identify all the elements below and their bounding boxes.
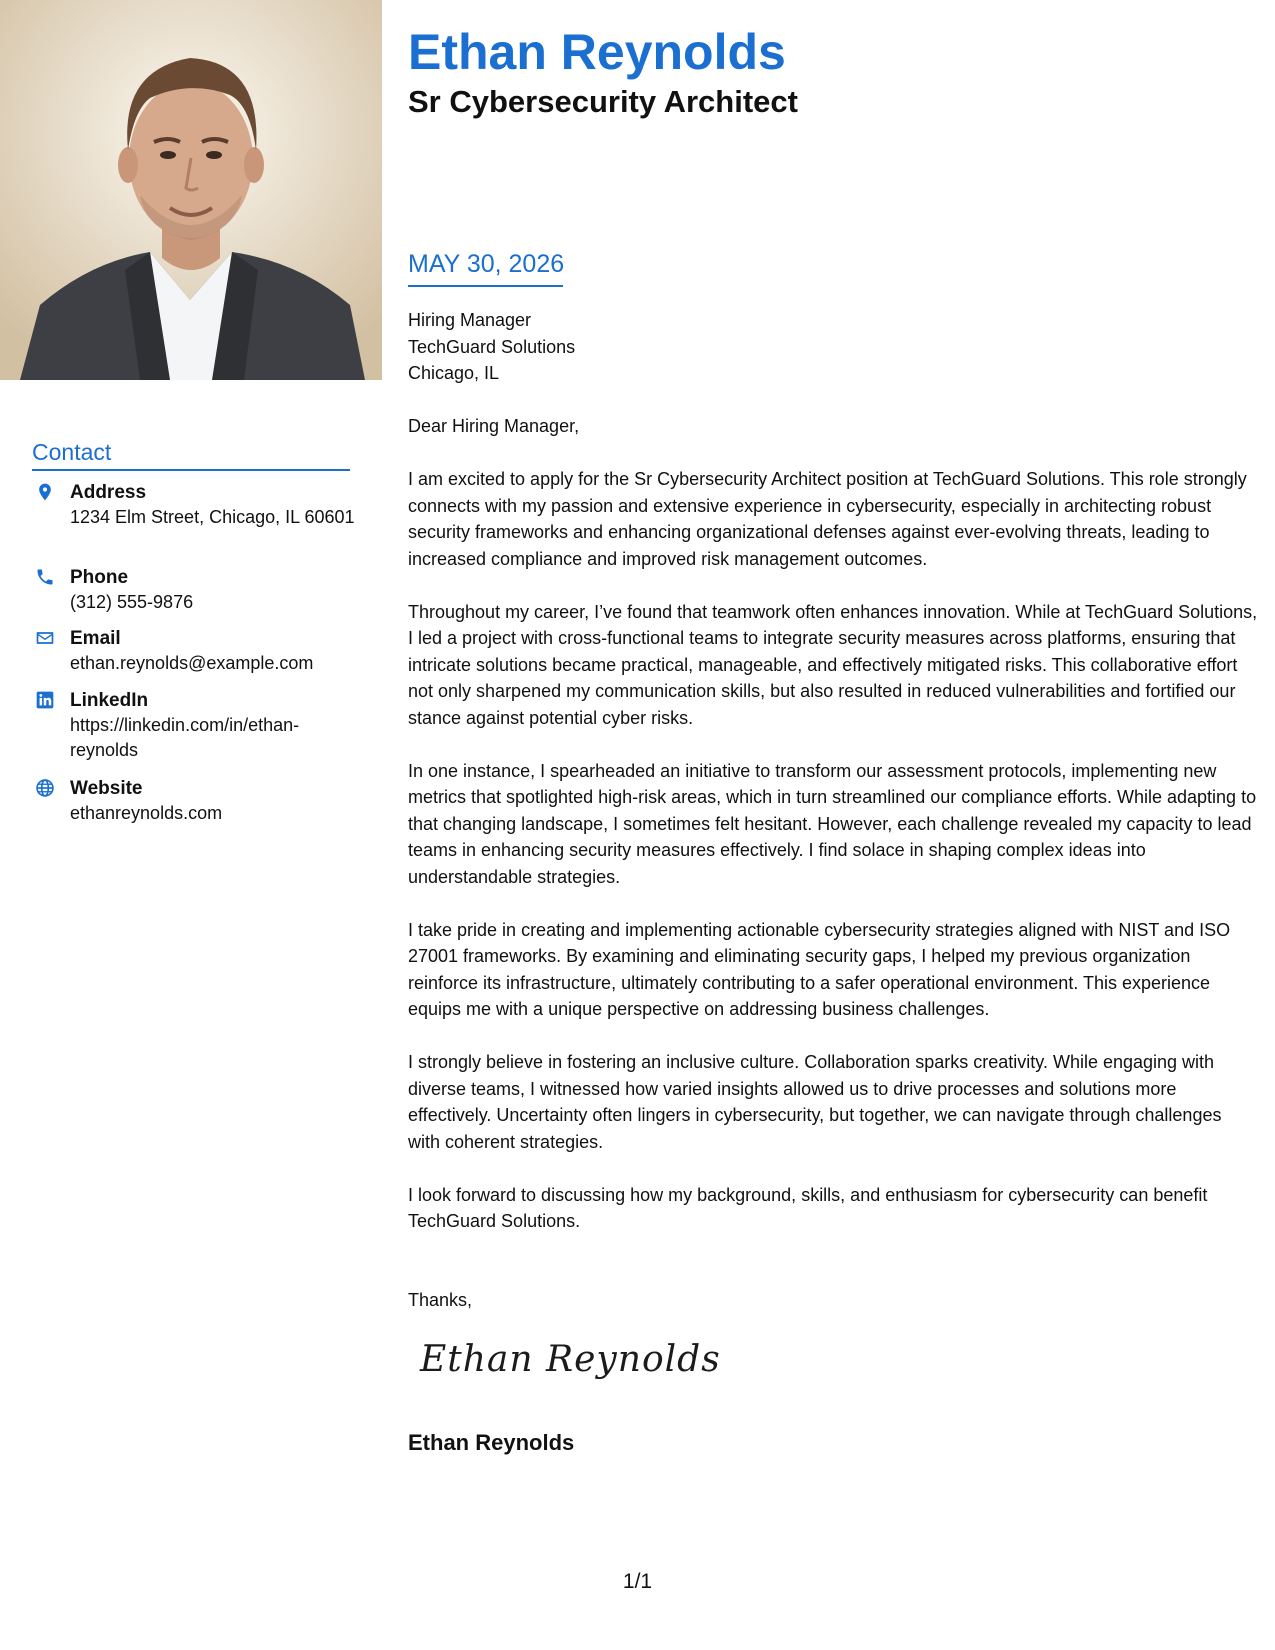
letter-paragraph: I strongly believe in fostering an inclusive culture. Collaboration sparks creativity. While engaging with diverse teams, I witnessed how varied insights allowed us to drive processes and solutions more effectively. Uncertainty often lingers in cybersecurity, but together, we can navigate through challenges with coherent strategies.	[408, 1052, 1222, 1152]
contact-label: Address	[70, 482, 147, 503]
letter-body	[408, 413, 1258, 1261]
recipient-company: TechGuard Solutions	[408, 336, 576, 357]
contact-underline	[32, 469, 350, 471]
letter-paragraph: I take pride in creating and implementing actionable cybersecurity strategies aligned with NIST and ISO 27001 frameworks. By examining and eliminating security gaps, I helped my previous organization reinforce its infrastructure, ultimately contributing to a safer operational environment. This experience equips me with a unique perspective on addressing business challenges.	[408, 919, 1231, 1019]
letter-paragraph: I am excited to apply for the Sr Cybersecurity Architect position at TechGuard Solutions. This role strongly connects with my passion and extensive experience in cybersecurity, especially in architecting robust security frameworks and enhancing organizational defenses against ever-evolving threats, leading to increased compliance and improved risk management outcomes.	[408, 469, 1247, 569]
contact-heading: Contact	[32, 439, 112, 465]
applicant-name: Ethan Reynolds	[408, 24, 786, 80]
envelope-icon	[32, 628, 56, 650]
map-pin-icon	[32, 482, 56, 504]
signer-name: Ethan Reynolds	[408, 1430, 575, 1455]
date-underline	[408, 285, 563, 287]
phone-icon	[32, 567, 56, 589]
contact-value: https://linkedin.com/in/ethan-reynolds	[70, 715, 300, 760]
salutation: Dear Hiring Manager,	[408, 416, 580, 436]
recipient-line: Hiring Manager	[408, 310, 532, 330]
contact-value: 1234 Elm Street, Chicago, IL 60601	[70, 507, 355, 527]
recipient-block	[408, 307, 575, 387]
contact-value: ethan.reynolds@example.com	[70, 653, 314, 673]
contact-label: Website	[70, 778, 143, 799]
letter-paragraph: I look forward to discussing how my background, skills, and enthusiasm for cybersecurity can benefit TechGuard Solutions.	[408, 1184, 1208, 1231]
letter-paragraph: In one instance, I spearheaded an initiative to transform our assessment protocols, implementing new metrics that spotlighted high-risk areas, which in turn streamlined our compliance efforts. While adapting to that changing landscape, I sometimes felt hesitant. However, each challenge revealed my capacity to lead teams in enhancing security measures effectively. I find solace in shaping complex ideas into understandable strategies.	[408, 760, 1257, 887]
letter-date: MAY 30, 2026	[408, 250, 565, 278]
recipient-location: Chicago, IL	[408, 363, 500, 383]
closing: Thanks,	[408, 1290, 473, 1310]
letter-paragraph: Throughout my career, I’ve found that teamwork often enhances innovation. While at TechGuard Solutions, I led a project with cross-functional teams to integrate security measures across platforms, ensuring that intricate solutions became practical, manageable, and effectively mitigated risks. This collaborative effort not only sharpened my communication skills, but also resulted in reduced vulnerabilities and fortified our stance against potential cyber risks.	[408, 601, 1258, 728]
linkedin-icon	[32, 690, 56, 712]
page-number: 1/1	[622, 1570, 653, 1593]
contact-value: ethanreynolds.com	[70, 803, 223, 823]
applicant-title: Sr Cybersecurity Architect	[408, 84, 798, 119]
contact-value: (312) 555-9876	[70, 592, 194, 612]
contact-label: Phone	[70, 567, 129, 588]
contact-label: LinkedIn	[70, 690, 149, 711]
handwritten-signature: Ethan Reynolds	[420, 1339, 721, 1380]
contact-label: Email	[70, 628, 121, 649]
globe-icon	[32, 778, 56, 800]
profile-photo	[0, 0, 382, 380]
